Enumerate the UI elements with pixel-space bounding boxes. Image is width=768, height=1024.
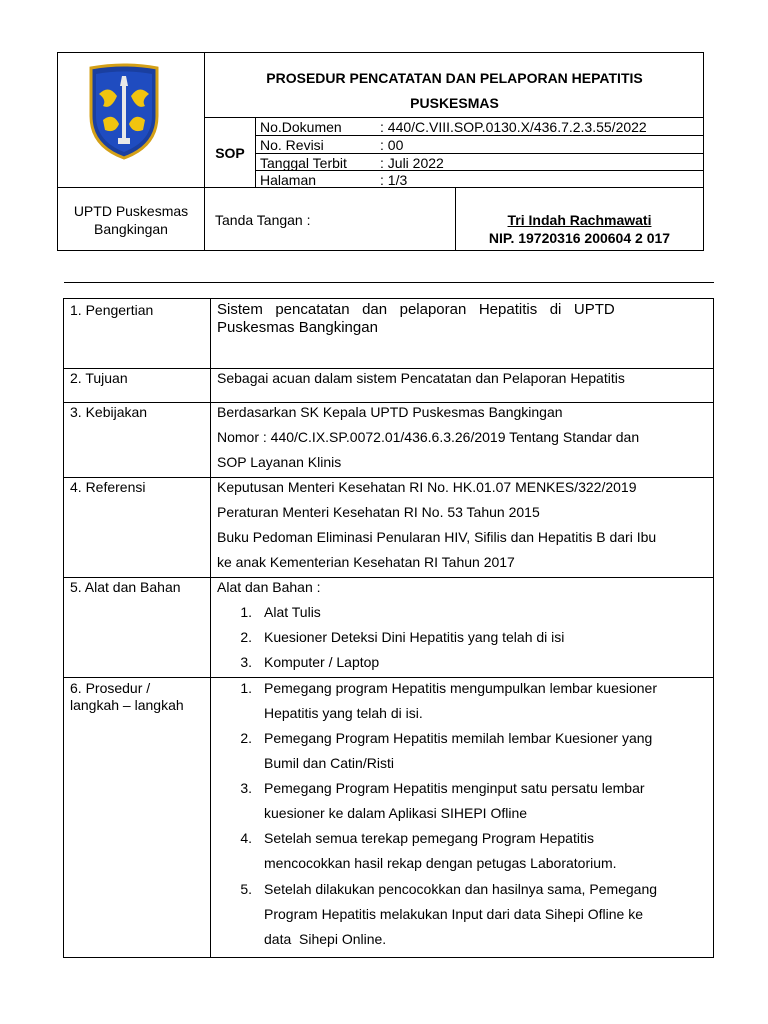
meta-doc-label: No.Dokumen xyxy=(260,119,342,135)
sop-title-line2: PUSKESMAS xyxy=(410,95,499,111)
signer-name: Tri Indah Rachmawati xyxy=(507,212,652,228)
kebijakan-line: Berdasarkan SK Kepala UPTD Puskesmas Bangkingan xyxy=(217,404,563,420)
meta-revisi-label: No. Revisi xyxy=(260,137,324,153)
prosedur-item-num: 5. xyxy=(240,881,252,897)
pengertian-line: Puskesmas Bangkingan xyxy=(217,319,378,336)
alat-intro: Alat dan Bahan : xyxy=(217,579,321,595)
unit-name-line2: Bangkingan xyxy=(94,221,168,237)
row-label-prosedur: 6. Prosedur / xyxy=(70,680,151,696)
alat-item-num: 3. xyxy=(240,654,252,670)
prosedur-item-line: Program Hepatitis melakukan Input dari data Sihepi Ofline ke xyxy=(264,906,643,922)
meta-halaman-label: Halaman xyxy=(260,172,317,188)
alat-item: Alat Tulis xyxy=(264,604,321,620)
prosedur-item-line: Pemegang Program Hepatitis menginput satu persatu lembar xyxy=(264,780,645,796)
prosedur-item-num: 2. xyxy=(240,730,252,746)
unit-name-line1: UPTD Puskesmas xyxy=(73,203,189,219)
referensi-line: Buku Pedoman Eliminasi Penularan HIV, Sifilis dan Hepatitis B dari Ibu xyxy=(217,529,657,545)
alat-item-num: 1. xyxy=(240,604,252,620)
prosedur-item-num: 3. xyxy=(240,780,252,796)
surabaya-crest-icon xyxy=(85,62,163,162)
sop-title-line1: PROSEDUR PENCATATAN DAN PELAPORAN HEPATITIS xyxy=(266,70,643,86)
referensi-line: Keputusan Menteri Kesehatan RI No. HK.01.07 MENKES/322/2019 xyxy=(217,479,637,495)
row-label-tujuan: 2. Tujuan xyxy=(70,370,128,386)
prosedur-item-line: Pemegang Program Hepatitis memilah lembar Kuesioner yang xyxy=(264,730,653,746)
prosedur-item-line: Hepatitis yang telah di isi. xyxy=(264,705,423,721)
row-label-referensi: 4. Referensi xyxy=(70,479,146,495)
prosedur-item-line: Setelah semua terekap pemegang Program Hepatitis xyxy=(264,830,594,846)
meta-terbit-value: : Juli 2022 xyxy=(380,155,444,171)
meta-terbit-label: Tanggal Terbit xyxy=(260,155,347,171)
kebijakan-line: Nomor : 440/C.IX.SP.0072.01/436.6.3.26/2019 Tentang Standar dan xyxy=(217,429,640,445)
prosedur-item-line: kuesioner ke dalam Aplikasi SIHEPI Ofline xyxy=(264,805,528,821)
prosedur-item-num: 1. xyxy=(240,680,252,696)
tujuan-line: Sebagai acuan dalam sistem Pencatatan dan Pelaporan Hepatitis xyxy=(217,370,625,386)
meta-revisi-value: : 00 xyxy=(380,137,404,153)
prosedur-item-line: data Sihepi Online. xyxy=(264,931,387,947)
meta-doc-value: : 440/C.VIII.SOP.0130.X/436.7.2.3.55/2022 xyxy=(380,119,647,135)
header-separator xyxy=(64,282,714,283)
prosedur-item-line: Bumil dan Catin/Risti xyxy=(264,755,394,771)
sop-label: SOP xyxy=(215,145,245,161)
prosedur-item-num: 4. xyxy=(240,830,252,846)
alat-item: Kuesioner Deteksi Dini Hepatitis yang telah di isi xyxy=(264,629,565,645)
row-label-pengertian: 1. Pengertian xyxy=(70,302,154,318)
prosedur-item-line: Setelah dilakukan pencocokkan dan hasilnya sama, Pemegang xyxy=(264,881,658,897)
signer-nip: NIP. 19720316 200604 2 017 xyxy=(488,230,671,246)
meta-halaman-value: : 1/3 xyxy=(380,172,408,188)
row-label-prosedur-line2: langkah – langkah xyxy=(70,697,184,713)
alat-item-num: 2. xyxy=(240,629,252,645)
referensi-line: ke anak Kementerian Kesehatan RI Tahun 2017 xyxy=(217,554,515,570)
pengertian-line: Sistem pencatatan dan pelaporan Hepatitis di UPTD xyxy=(217,301,615,318)
prosedur-item-line: mencocokkan hasil rekap dengan petugas Laboratorium. xyxy=(264,855,617,871)
row-label-kebijakan: 3. Kebijakan xyxy=(70,404,148,420)
alat-item: Komputer / Laptop xyxy=(264,654,380,670)
kebijakan-line: SOP Layanan Klinis xyxy=(217,454,342,470)
prosedur-item-line: Pemegang program Hepatitis mengumpulkan lembar kuesioner xyxy=(264,680,657,696)
signature-label: Tanda Tangan : xyxy=(215,212,311,228)
referensi-line: Peraturan Menteri Kesehatan RI No. 53 Tahun 2015 xyxy=(217,504,540,520)
row-label-alat: 5. Alat dan Bahan xyxy=(70,579,181,595)
